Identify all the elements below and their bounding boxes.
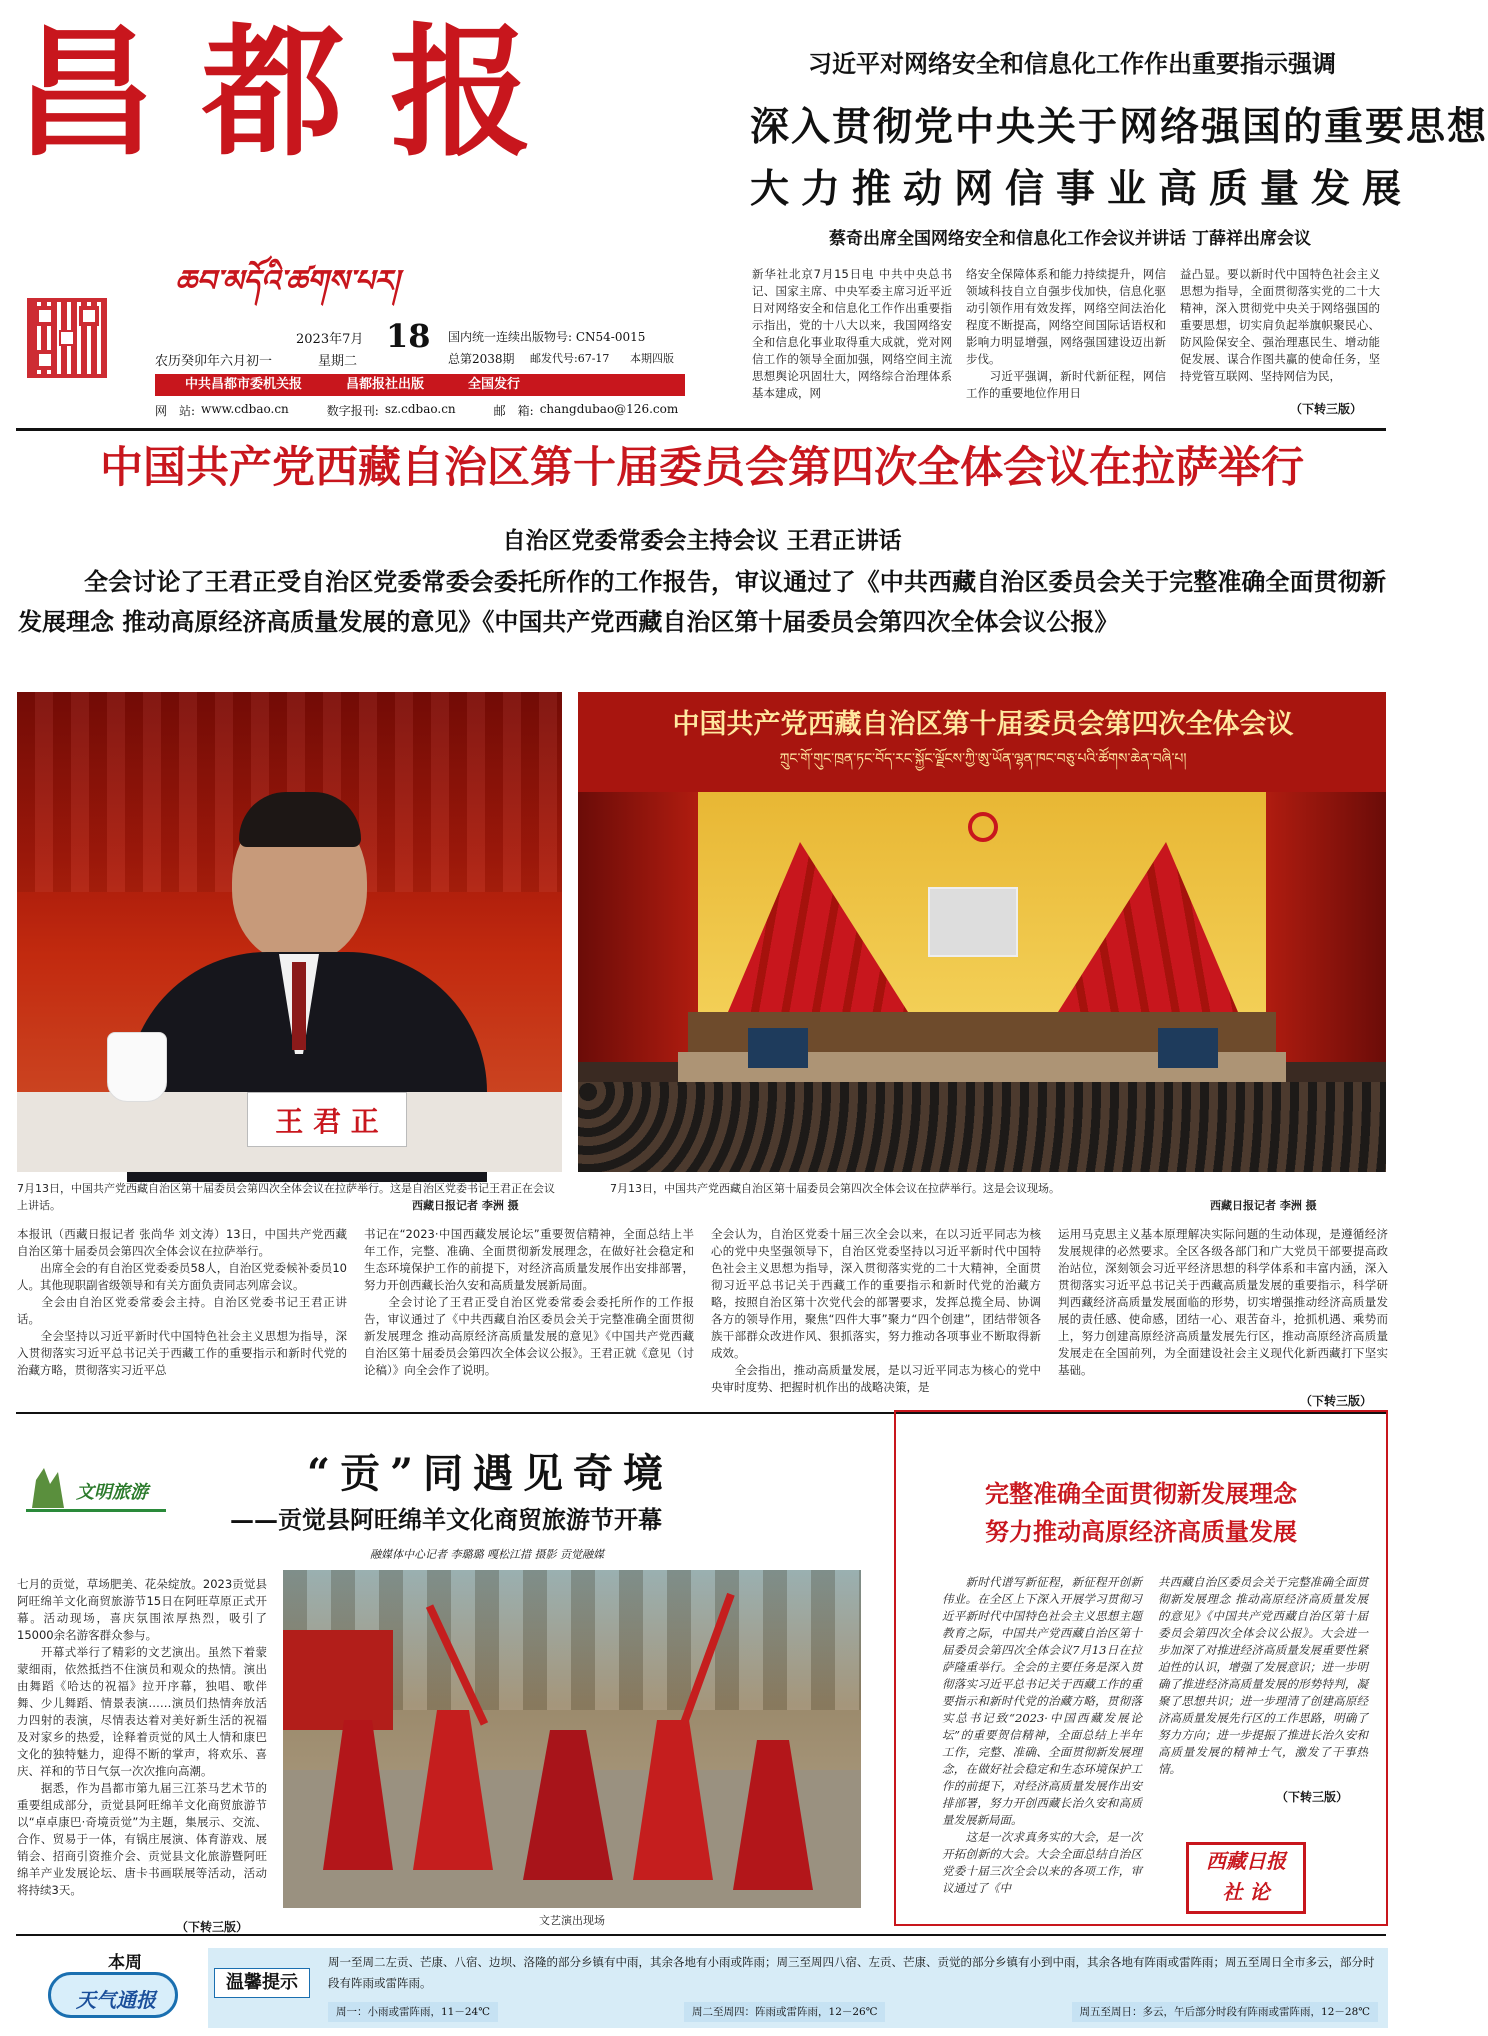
top-story	[730, 40, 1488, 420]
qr-code-icon	[27, 298, 107, 378]
epaper-link[interactable]: sz.cdbao.cn	[384, 402, 456, 416]
sponsor-bar	[155, 374, 685, 396]
issue-day: 18	[386, 317, 431, 355]
weather-badge-bottom: 天气通报	[76, 1988, 156, 2012]
feature-tag-label: 文明旅游	[76, 1482, 148, 1503]
editorial-box	[894, 1410, 1388, 1926]
speaker-photo-caption: 7月13日，中国共产党西藏自治区第十届委员会第四次全体会议在拉萨举行。这是自治区党委书记王君正在会议上讲话。	[17, 1182, 555, 1212]
nameplate: 王 君 正	[275, 1105, 379, 1138]
cn-number: 国内统一连续出版物号: CN54-0015	[448, 330, 646, 344]
weather-day-3: 周五至周日：多云，午后部分时段有阵雨或雷阵雨，12－28℃	[1072, 2002, 1378, 2022]
weather-panel	[208, 1948, 1388, 2028]
website-label: 网 站:	[155, 404, 196, 418]
contact-row	[155, 402, 715, 419]
postal-code: 邮发代号:67-17	[530, 352, 610, 365]
lead-headline: 中国共产党西藏自治区第十届委员会第四次全体会议在拉萨举行	[100, 443, 1304, 493]
editorial-stamp	[1186, 1842, 1306, 1914]
editorial-col-2: 共西藏自治区委员会关于完整准确全面贯彻新发展理念 推动高原经济高质量发展的意见》《中国共产党西藏自治区第十届委员会第四次全体会议公报》。大会进一步加深了对推进经济高质量发展重要性紧迫性的认识，增强了发展意识；进一步明确了推进经济高质量发展的形势特判，凝聚了思想共识；进一步理清了创建高原经济高质量发展先行区的工作思路，明确了努力方向；进一步提振了推进长治久安和高质量发展的精神士气，激发了干事热情。	[1158, 1575, 1368, 1776]
lead-col-1: 本报讯（西藏日报记者 张尚华 刘文涛）13日，中国共产党西藏自治区第十届委员会第四次全体会议在拉萨举行。 出席全会的有自治区党委委员58人，自治区党委候补委员10人。其他现职副省级领导和有关方面负责同志列席会议。 全会由自治区党委常委会主持。自治区党委书记王君正讲话。 全会坚持以习近平新时代中国特色社会主义思想为指导，深入贯彻落实习近平总书记关于西藏工作的重要指示和新时代党的治藏方略，贯彻落实习近平总	[17, 1227, 347, 1377]
sponsor-2: 昌都报社出版	[346, 377, 425, 392]
editorial-headline-2: 努力推动高原经济高质量发展	[985, 1517, 1297, 1546]
weather-days	[328, 2002, 1378, 2022]
banner-tibetan: ཀྲུང་གོ་གུང་ཁྲན་ཏང་བོད་རང་སྐྱོང་ལྗོངས་ཀྱི་ཨུ་ཡོན་ལྷན་ཁང་བཅུ་པའི་ཚོགས་ཆེན་བཞི་པ།	[779, 751, 1187, 767]
masthead-title: 昌都报	[14, 10, 578, 176]
email-link[interactable]: changdubao@126.com	[539, 402, 679, 416]
top-story-headline-1: 深入贯彻党中央关于网络强国的重要思想	[750, 104, 1488, 150]
issue-date: 2023年7月	[296, 332, 364, 347]
performance-photo-caption: 文艺演出现场	[539, 1914, 605, 1927]
weekday: 星期二	[318, 354, 358, 369]
banner-text: 中国共产党西藏自治区第十届委员会第四次全体会议	[672, 709, 1294, 740]
top-story-col-3: 益凸显。要以新时代中国特色社会主义思想为指导，全面贯彻落实党的二十大精神，深入贯彻党中央关于网络强国的重要思想，切实肩负起举旗帜聚民心、防风险保安全、强治理惠民生、增动能促发展、谋合作图共赢的使命任务，坚持党管互联网、坚持网信为民，	[1180, 267, 1380, 383]
editorial-continued: （下转三版）	[1276, 1790, 1349, 1804]
feature-tag	[26, 1466, 166, 1512]
editorial-stamp-line-2: 社 论	[1222, 1880, 1270, 1904]
top-story-subhead: 蔡奇出席全国网络安全和信息化工作会议并讲话 丁薛祥出席会议	[829, 229, 1311, 249]
masthead-divider	[16, 428, 1386, 431]
top-story-continued: （下转三版）	[1290, 402, 1363, 416]
weather-day-1: 周一：小雨或雷阵雨，11－24℃	[328, 2002, 498, 2022]
lead-col-2: 书记在“2023·中国西藏发展论坛”重要贺信精神，全面总结上半年工作，完整、准确、全面贯彻新发展理念，在做好社会稳定和生态环境保护工作的前提下，对经济高质量发展作出安排部署，努力开创西藏长治久安和高质量发展新局面。 全会讨论了王君正受自治区党委常委会委托所作的工作报告，审议通过了《中共西藏自治区委员会关于完整准确全面贯彻新发展理念 推动高原经济高质量发展的意见》《中国共产党西藏自治区第十届委员会第四次全体会议公报》。王君正就《意见（讨论稿）》向全会作了说明。	[364, 1227, 694, 1377]
feature-headline: “贡”同遇见奇境	[306, 1450, 673, 1497]
meeting-hall-photo	[578, 692, 1386, 1172]
lunar-date: 农历癸卯年六月初一	[155, 354, 273, 369]
lead-col-3: 全会认为，自治区党委十届三次全会以来，在以习近平同志为核心的党中央坚强领导下，自治区党委坚持以习近平新时代中国特色社会主义思想为指导，深入贯彻落实党的二十大精神，全面贯彻习近平总书记关于西藏工作的重要指示和新时代党的治藏方略，按照自治区第十次党代会的部署要求，发挥总揽全局、协调各方的领导作用，聚焦“四件大事”聚力“四个创建”，团结带领各族干部群众改进作风、狠抓落实，努力推动各项事业不断取得新成效。 全会指出，推动高质量发展，是以习近平同志为核心的党中央审时度势、把握时机作出的战略决策，是	[711, 1227, 1041, 1394]
editorial-col-1: 新时代谱写新征程，新征程开创新伟业。在全区上下深入开展学习贯彻习近平新时代中国特色社会主义思想主题教育之际，中国共产党西藏自治区第十届委员会第四次全体会议7月13日在拉萨隆重举行。全会的主要任务是深入贯彻落实习近平总书记关于西藏工作的重要指示和新时代党的治藏方略，贯彻落实总书记致“2023·中国西藏发展论坛”的重要贺信精神，全面总结上半年工作，完整、准确、全面贯彻新发展理念，在做好社会稳定和生态环境保护工作的前提下，对经济高质量发展作出安排部署，努力开创西藏长治久安和高质量发展新局面。 这是一次求真务实的大会，是一次开拓创新的大会。大会全面总结自治区党委十届三次全会以来的各项工作，审议通过了《中	[942, 1575, 1142, 1895]
page-count: 本期四版	[630, 352, 674, 365]
hall-photo-credit: 西藏日报记者 李洲 摄	[1210, 1199, 1317, 1212]
editorial-stamp-line-1: 西藏日报	[1206, 1849, 1286, 1873]
masthead	[0, 0, 720, 420]
speaker-photo-credit: 西藏日报记者 李洲 摄	[412, 1199, 519, 1212]
performance-photo	[283, 1570, 861, 1908]
editorial-headline-1: 完整准确全面贯彻新发展理念	[985, 1479, 1297, 1508]
sponsor-1: 中共昌都市委机关报	[185, 377, 303, 392]
lead-summary: 全会讨论了王君正受自治区党委常委会委托所作的工作报告，审议通过了《中共西藏自治区委员会关于完整准确全面贯彻新发展理念 推动高原经济高质量发展的意见》《中国共产党西藏自治区第十届委员会第四次全体会议公报》	[18, 567, 1386, 636]
lead-continued: （下转三版）	[1300, 1394, 1373, 1408]
masthead-tibetan-title: ཆབ་མདོའི་ཚགས་པར།	[175, 264, 400, 299]
speaker-photo	[17, 692, 562, 1172]
website-link[interactable]: www.cdbao.cn	[201, 402, 289, 416]
weather-day-2: 周二至周四：阵雨或雷阵雨，12－26℃	[684, 2002, 885, 2022]
feature-continued: （下转三版）	[176, 1920, 249, 1934]
top-story-col-2: 络安全保障体系和能力持续提升，网信领域科技自立自强步伐加快，信息化驱动引领作用有效发挥，网络空间法治化程度不断提高，网络空间国际话语权和影响力明显增强，网络强国建设迈出新步伐。 习近平强调，新时代新征程，网信工作的重要地位作用日	[966, 267, 1166, 400]
feature-byline: 融媒体中心记者 李璐璐 嘎松江措 摄影 贡觉融媒	[370, 1548, 604, 1561]
lead-subhead: 自治区党委常委会主持会议 王君正讲话	[502, 527, 902, 554]
top-story-col-1: 新华社北京7月15日电 中共中央总书记、国家主席、中央军委主席习近平近日对网络安全和信息化工作作出重要指示指出，党的十八大以来，我国网络安全和信息化事业取得重大成就，党对网信工作的领导全面加强，网络空间主流思想舆论巩固壮大，网络综合治理体系基本建成，网	[752, 267, 952, 400]
email-label: 邮 箱:	[493, 404, 534, 418]
top-story-kicker: 习近平对网络安全和信息化工作作出重要指示强调	[808, 49, 1336, 78]
feature-body: 七月的贡觉，草场肥美、花朵绽放。2023贡觉县阿旺绵羊文化商贸旅游节15日在阿旺草原正式开幕。活动现场，喜庆氛围浓厚热烈，吸引了15000余名游客群众参与。 开幕式举行了精彩的文艺演出。虽然下着蒙蒙细雨，依然抵挡不住演员和观众的热情。演出由舞蹈《哈达的祝福》拉开序幕，独唱、歌伴舞、少儿舞蹈、情景表演……演员们热情奔放活力四射的表演，尽情表达着对美好新生活的祝福及对家乡的热爱，诠释着贡觉的风土人情和康巴文化的独特魅力，迎得不断的掌声，将欢乐、喜庆、祥和的节日气氛一次次推向高潮。 据悉，作为昌都市第九届三江茶马艺术节的重要组成部分，贡觉县阿旺绵羊文化商贸旅游节以“卓卓康巴·奇境贡觉”为主题，集展示、交流、合作、贸易于一体，有锅庄展演、体育游戏、展销会、招商引资推介会、贡觉县文化旅游暨阿旺绵羊产业发展论坛、唐卡书画联展等活动，活动将持续3天。	[17, 1577, 267, 1897]
sponsor-3: 全国发行	[468, 377, 521, 392]
feature-tag-icon	[28, 1468, 68, 1508]
epaper-label: 数字报刊:	[326, 404, 379, 418]
weather-label: 温馨提示	[214, 1968, 310, 1998]
weather-badge-top: 本周	[108, 1953, 142, 1973]
feature-subhead: ——贡觉县阿旺绵羊文化商贸旅游节开幕	[230, 1505, 662, 1534]
weather-text: 周一至周二左贡、芒康、八宿、边坝、洛隆的部分乡镇有中雨，其余各地有小雨或阵雨；周三至周四八宿、左贡、芒康、贡觉的部分乡镇有小到中雨，其余各地有阵雨或雷阵雨；周五至周日全市多云，部分时段有阵雨或雷阵雨。	[328, 1955, 1375, 1990]
weather-badge	[38, 1946, 188, 2020]
top-story-headline-2: 大力推动网信事业高质量发展	[750, 166, 1414, 212]
lead-col-4: 运用马克思主义基本原理解决实际问题的生动体现，是遵循经济发展规律的必然要求。全区各级各部门和广大党员干部要提高政治站位，深刻领会习近平经济思想的科学体系和丰富内涵，深入贯彻落实习近平总书记关于西藏高质量发展的重要指示，科学研判西藏经济高质量发展面临的形势，切实增强推动经济高质量发展的责任感、使命感，团结一心、艰苦奋斗，抢抓机遇、乘势而上，努力创建高原经济高质量发展先行区，推动高原经济高质量发展走在全国前列，为全面建设社会主义现代化新西藏打下坚实基础。	[1058, 1227, 1388, 1377]
feature-divider	[16, 1934, 1386, 1936]
hall-photo-caption: 7月13日，中国共产党西藏自治区第十届委员会第四次全体会议在拉萨举行。这是会议现场。	[610, 1182, 1060, 1195]
issue-number: 总第2038期	[448, 352, 515, 366]
